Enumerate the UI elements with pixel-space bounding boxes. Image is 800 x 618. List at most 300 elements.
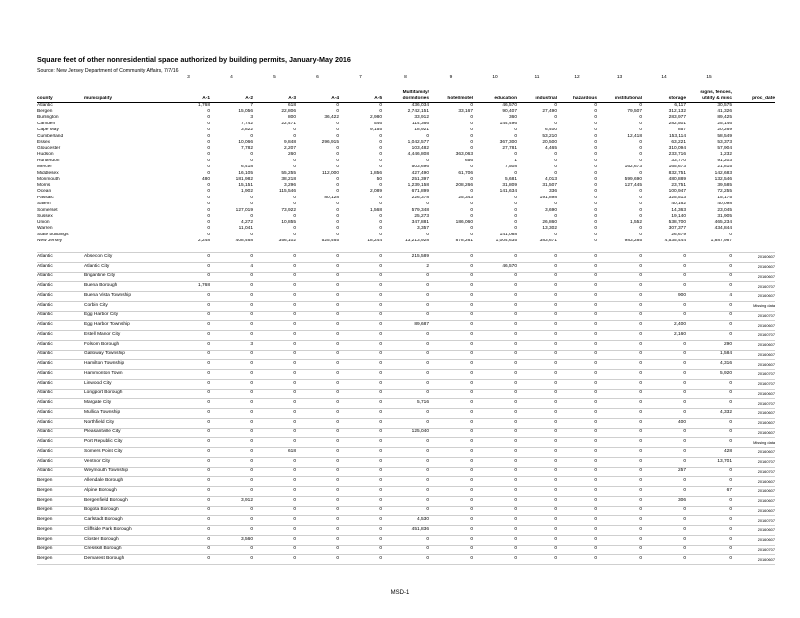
value-cell: 0	[382, 370, 429, 380]
value-cell: 9,155	[369, 127, 382, 133]
value-cell: 0	[207, 164, 210, 170]
value-cell: 0	[517, 350, 557, 360]
value-cell: 0	[429, 409, 473, 419]
value-cell: 434,844	[714, 226, 732, 232]
value-cell: 0	[473, 418, 517, 428]
value-cell: 0	[557, 360, 597, 370]
value-cell: 0	[253, 379, 296, 389]
value-cell: 0	[642, 399, 686, 409]
value-cell: 0	[594, 164, 597, 170]
value-cell: 0	[517, 311, 557, 321]
value-cell: 1,902	[240, 189, 253, 195]
value-cell: 0	[253, 272, 296, 282]
municipality-name: Egg Harbor City	[84, 311, 167, 321]
value-cell: 0	[296, 545, 339, 555]
value-cell: 1,768	[197, 103, 210, 108]
county-name: Salem	[37, 201, 51, 207]
value-cell: 1,768	[167, 282, 210, 292]
county-name: Bergen	[37, 545, 84, 555]
value-cell: 0	[339, 555, 382, 565]
municipality-name: Pleasantville City	[84, 428, 167, 438]
value-cell: 0	[557, 487, 597, 497]
value-cell: 0	[557, 350, 597, 360]
county-name: Bergen	[37, 477, 84, 487]
municipality-name: Ventnor City	[84, 457, 167, 467]
value-cell: 4,465	[544, 146, 557, 151]
value-cell: 0	[293, 158, 296, 164]
value-cell: 0	[429, 253, 473, 263]
value-cell: 0	[557, 301, 597, 311]
value-cell: 1,232	[719, 152, 732, 158]
value-cell: 0	[514, 226, 517, 232]
value-cell: 0	[473, 467, 517, 477]
table-row	[37, 409, 775, 419]
municipality-name: Absecon City	[84, 253, 167, 263]
value-cell: 0	[339, 350, 382, 360]
municipality-name: Alpine Borough	[84, 487, 167, 497]
value-cell: 0	[167, 516, 210, 526]
value-cell: 0	[167, 311, 210, 321]
value-cell: 0	[639, 115, 642, 121]
summary-row	[37, 239, 775, 245]
value-cell: 0	[470, 189, 473, 195]
column-number: 14	[661, 75, 667, 81]
value-cell: 36,422	[324, 115, 339, 121]
value-cell: 1,004,635	[495, 238, 517, 244]
value-cell: 0	[253, 409, 296, 419]
value-cell: 0	[597, 477, 642, 487]
value-cell: 0	[210, 477, 253, 487]
value-cell: 336	[548, 189, 557, 195]
value-cell: 233,716	[668, 152, 686, 158]
value-cell: 0	[686, 389, 732, 399]
value-cell: 0	[293, 195, 296, 201]
value-cell: 0	[557, 262, 597, 272]
value-cell: 0	[339, 292, 382, 302]
value-cell: 0	[167, 438, 210, 448]
value-cell: 0	[557, 418, 597, 428]
value-cell: 0	[594, 201, 597, 207]
column-header	[37, 90, 775, 103]
value-cell: 0	[517, 457, 557, 467]
header-storage: storage	[642, 96, 686, 103]
value-cell: 0	[473, 409, 517, 419]
proc-date: 20160607	[732, 272, 775, 282]
value-cell: 0	[379, 220, 382, 225]
value-cell: 0	[470, 177, 473, 182]
municipality-name: Egg Harbor Township	[84, 321, 167, 331]
value-cell: 0	[429, 428, 473, 438]
municipality-name: Allendale Borough	[84, 477, 167, 487]
value-cell: 144,496	[499, 121, 517, 127]
value-cell: 0	[473, 311, 517, 321]
value-cell: 0	[597, 321, 642, 331]
value-cell: 0	[379, 103, 382, 108]
value-cell: 0	[686, 418, 732, 428]
value-cell: 0	[473, 506, 517, 516]
proc-date: Missing data	[732, 301, 775, 311]
value-cell: 0	[210, 389, 253, 399]
value-cell: 0	[642, 282, 686, 292]
value-cell: 0	[470, 207, 473, 213]
value-cell: 191,898	[539, 195, 557, 201]
value-cell: 0	[594, 103, 597, 108]
value-cell: 306	[642, 496, 686, 506]
value-cell: 0	[597, 487, 642, 497]
value-cell: 0	[336, 189, 339, 195]
value-cell: 0	[470, 146, 473, 151]
value-cell: 0	[429, 301, 473, 311]
value-cell: 0	[594, 195, 597, 201]
county-name: Atlantic	[37, 379, 84, 389]
column-number: 15	[706, 75, 712, 81]
value-cell: 0	[686, 321, 732, 331]
value-cell: 0	[597, 253, 642, 263]
value-cell: 0	[642, 487, 686, 497]
value-cell: 0	[470, 232, 473, 238]
value-cell: 0	[250, 133, 253, 139]
value-cell: 127,445	[624, 183, 642, 188]
value-cell: 0	[473, 535, 517, 545]
county-name: Atlantic	[37, 438, 84, 448]
value-cell: 0	[382, 545, 429, 555]
proc-date: 20160707	[732, 379, 775, 389]
municipality-name: Atlantic City	[84, 262, 167, 272]
value-cell: 0	[557, 477, 597, 487]
value-cell: 0	[336, 207, 339, 213]
value-cell: 31,507	[542, 183, 557, 188]
value-cell: 0	[597, 282, 642, 292]
value-cell: 0	[296, 438, 339, 448]
county-name: Warren	[37, 226, 53, 232]
county-name: Hunterdon	[37, 158, 60, 164]
value-cell: 0	[382, 487, 429, 497]
value-cell: 21,815	[717, 164, 732, 170]
value-cell: 0	[517, 389, 557, 399]
value-cell: 0	[339, 418, 382, 428]
county-name: Bergen	[37, 516, 84, 526]
value-cell: 0	[642, 438, 686, 448]
value-cell: 0	[554, 164, 557, 170]
value-cell: 0	[339, 331, 382, 341]
value-cell: 0	[597, 262, 642, 272]
value-cell: 0	[382, 555, 429, 565]
value-cell: 0	[167, 272, 210, 282]
value-cell: 0	[642, 272, 686, 282]
value-cell: 0	[429, 438, 473, 448]
header-industrial: industrial	[517, 96, 557, 103]
value-cell: 0	[686, 428, 732, 438]
municipality-cell	[84, 239, 167, 245]
value-cell: 2,980	[369, 115, 382, 121]
value-cell: 0	[207, 220, 210, 225]
value-cell: 356,102	[278, 238, 296, 244]
value-cell: 0	[296, 360, 339, 370]
value-cell: 0	[557, 331, 597, 341]
value-cell: 0	[557, 253, 597, 263]
value-cell: 19,140	[671, 214, 686, 219]
value-cell: 0	[597, 379, 642, 389]
value-cell: 0	[210, 516, 253, 526]
table-row	[37, 428, 775, 438]
value-cell: 0	[296, 262, 339, 272]
value-cell: 0	[253, 389, 296, 399]
value-cell: 0	[594, 146, 597, 151]
value-cell: 408,468	[235, 238, 253, 244]
value-cell: 0	[686, 311, 732, 321]
value-cell: 0	[686, 379, 732, 389]
value-cell: 0	[594, 140, 597, 145]
value-cell: 0	[429, 379, 473, 389]
value-cell: 0	[642, 301, 686, 311]
value-cell: 800	[287, 115, 296, 121]
value-cell: 4,332	[686, 409, 732, 419]
county-name: Cape May	[37, 127, 59, 133]
value-cell: 0	[207, 189, 210, 195]
header-education: education	[473, 96, 517, 103]
value-cell: 0	[167, 340, 210, 350]
value-cell: 73,922	[281, 207, 296, 213]
value-cell: 0	[253, 370, 296, 380]
value-cell: 3,690	[544, 207, 557, 213]
municipality-name: Mullica Township	[84, 409, 167, 419]
value-cell: 0	[339, 321, 382, 331]
value-cell: 0	[379, 146, 382, 151]
value-cell: 900	[642, 292, 686, 302]
value-cell: 0	[597, 545, 642, 555]
value-cell: 0	[514, 207, 517, 213]
value-cell: 0	[429, 370, 473, 380]
value-cell: 3,357	[416, 226, 429, 232]
value-cell: 165,673	[668, 164, 686, 170]
value-cell: 0	[686, 262, 732, 272]
value-cell: 10,066	[238, 140, 253, 145]
table-row	[37, 301, 775, 311]
value-cell: 0	[382, 360, 429, 370]
value-cell: 0	[382, 477, 429, 487]
value-cell: 20,269	[717, 127, 732, 133]
value-cell: 0	[594, 158, 597, 164]
value-cell: 0	[167, 350, 210, 360]
value-cell: 0	[253, 526, 296, 536]
value-cell: 0	[296, 340, 339, 350]
value-cell: 0	[594, 220, 597, 225]
value-cell: 0	[639, 214, 642, 219]
value-cell: 0	[293, 201, 296, 207]
value-cell: 80,128	[324, 195, 339, 201]
value-cell: 0	[514, 127, 517, 133]
value-cell: 0	[210, 399, 253, 409]
value-cell: 0	[339, 535, 382, 545]
value-cell: 0	[517, 282, 557, 292]
value-cell: 2	[382, 262, 429, 272]
municipality-name: Closter Borough	[84, 535, 167, 545]
value-cell: 0	[517, 467, 557, 477]
value-cell: 0	[639, 207, 642, 213]
value-cell: 0	[379, 195, 382, 201]
value-cell: 0	[210, 282, 253, 292]
county-name: Bergen	[37, 109, 53, 114]
value-cell: 3,912	[210, 496, 253, 506]
column-number: 11	[534, 75, 540, 81]
value-cell: 0	[296, 448, 339, 458]
value-cell: 0	[470, 121, 473, 127]
column-number: 12	[574, 75, 580, 81]
value-cell: 0	[250, 232, 253, 238]
proc-date: 20160607	[732, 409, 775, 419]
value-cell: 0	[473, 496, 517, 506]
value-cell: 0	[382, 389, 429, 399]
value-cell: 325,513	[668, 195, 686, 201]
value-cell: 599,690	[624, 177, 642, 182]
value-cell: 0	[207, 183, 210, 188]
proc-date: 20160707	[732, 516, 775, 526]
value-cell: 0	[517, 409, 557, 419]
header-institutional: institutional	[597, 96, 642, 103]
county-name: State buildings	[37, 232, 69, 238]
value-cell: 0	[557, 292, 597, 302]
value-cell: 1,239,158	[407, 183, 429, 188]
value-cell: 0	[557, 409, 597, 419]
value-cell: 0	[597, 331, 642, 341]
value-cell: 0	[210, 311, 253, 321]
table-row	[37, 418, 775, 428]
header-county: county	[37, 96, 84, 103]
value-cell: 0	[336, 158, 339, 164]
value-cell: 0	[336, 226, 339, 232]
table-row	[37, 292, 775, 302]
value-cell: 58,549	[717, 133, 732, 139]
value-cell: 0	[594, 183, 597, 188]
value-cell: 0	[296, 555, 339, 565]
value-cell: 0	[426, 201, 429, 207]
county-name: Atlantic	[37, 389, 84, 399]
county-name: Bergen	[37, 487, 84, 497]
county-name: Bergen	[37, 496, 84, 506]
value-cell: 0	[642, 360, 686, 370]
value-cell: 0	[339, 487, 382, 497]
value-cell: 0	[379, 214, 382, 219]
value-cell: 4	[686, 292, 732, 302]
value-cell: 3,822	[240, 127, 253, 133]
county-name: Atlantic	[37, 350, 84, 360]
value-cell: 427,490	[411, 170, 429, 176]
county-name: Atlantic	[37, 321, 84, 331]
value-cell: 282,501	[668, 121, 686, 127]
value-cell: 38,218	[281, 177, 296, 182]
municipality-name: Galloway Township	[84, 350, 167, 360]
proc-date: 20160707	[732, 370, 775, 380]
municipality-name: Estell Manor City	[84, 331, 167, 341]
municipality-name: Hamilton Township	[84, 360, 167, 370]
value-cell: 89,425	[717, 115, 732, 121]
value-cell: 0	[210, 457, 253, 467]
header-hotel: hotel/motel	[429, 96, 473, 103]
value-cell: 0	[253, 340, 296, 350]
value-cell: 27,781	[502, 146, 517, 151]
column-number-row	[37, 75, 775, 82]
value-cell: 0	[557, 535, 597, 545]
value-cell: 0	[473, 448, 517, 458]
value-cell: 367,300	[499, 140, 517, 145]
value-cell: 20,500	[542, 140, 557, 145]
value-cell: 0	[293, 127, 296, 133]
value-cell: 0	[339, 467, 382, 477]
value-cell: 0	[339, 389, 382, 399]
value-cell: 0	[210, 379, 253, 389]
value-cell: 0	[597, 496, 642, 506]
proc-date: 20160607	[732, 350, 775, 360]
proc-date: 20160607	[732, 496, 775, 506]
value-cell: 0	[473, 487, 517, 497]
value-cell: 0	[379, 232, 382, 238]
value-cell: 3	[250, 115, 253, 121]
value-cell: 4,272	[240, 220, 253, 225]
value-cell: 0	[470, 226, 473, 232]
column-number: 3	[187, 75, 190, 81]
value-cell: 0	[210, 253, 253, 263]
value-cell: 57,904	[717, 146, 732, 151]
value-cell: 0	[639, 127, 642, 133]
value-cell: 0	[597, 457, 642, 467]
value-cell: 0	[517, 262, 557, 272]
value-cell: 0	[642, 545, 686, 555]
value-cell: 39,585	[717, 183, 732, 188]
municipality-name: Carlstadt Borough	[84, 516, 167, 526]
value-cell: 0	[473, 555, 517, 565]
value-cell: 0	[296, 331, 339, 341]
municipality-name: Folsom Borough	[84, 340, 167, 350]
value-cell: 0	[597, 418, 642, 428]
value-cell: 10,855	[281, 220, 296, 225]
proc-date: 20160607	[732, 428, 775, 438]
proc-date: 20160707	[732, 545, 775, 555]
value-cell: 0	[293, 133, 296, 139]
value-cell: 23,751	[671, 183, 686, 188]
table-row	[37, 526, 775, 536]
table-row	[37, 477, 775, 487]
value-cell: 0	[296, 506, 339, 516]
value-cell: 0	[207, 158, 210, 164]
value-cell: 312,132	[668, 109, 686, 114]
proc-date: 20160607	[732, 526, 775, 536]
value-cell: 125,040	[382, 428, 429, 438]
value-cell: 0	[597, 467, 642, 477]
value-cell: 13,302	[542, 226, 557, 232]
table-row	[37, 545, 775, 555]
value-cell: 0	[429, 516, 473, 526]
value-cell: 0	[429, 477, 473, 487]
value-cell: 0	[210, 555, 253, 565]
table-row	[37, 457, 775, 467]
value-cell: 0	[597, 272, 642, 282]
table-row	[37, 370, 775, 380]
value-cell: 0	[296, 409, 339, 419]
value-cell: 0	[336, 177, 339, 182]
value-cell: 0	[210, 409, 253, 419]
value-cell: 5,716	[382, 399, 429, 409]
municipality-name: Bergenfield Borough	[84, 496, 167, 506]
value-cell: 0	[429, 331, 473, 341]
value-cell: 0	[639, 152, 642, 158]
value-cell: 0	[597, 350, 642, 360]
value-cell: 0	[210, 467, 253, 477]
value-cell: 0	[594, 207, 597, 213]
value-cell: 0	[167, 379, 210, 389]
value-cell: 0	[554, 170, 557, 176]
value-cell: 503,696	[411, 164, 429, 170]
value-cell: 0	[642, 535, 686, 545]
